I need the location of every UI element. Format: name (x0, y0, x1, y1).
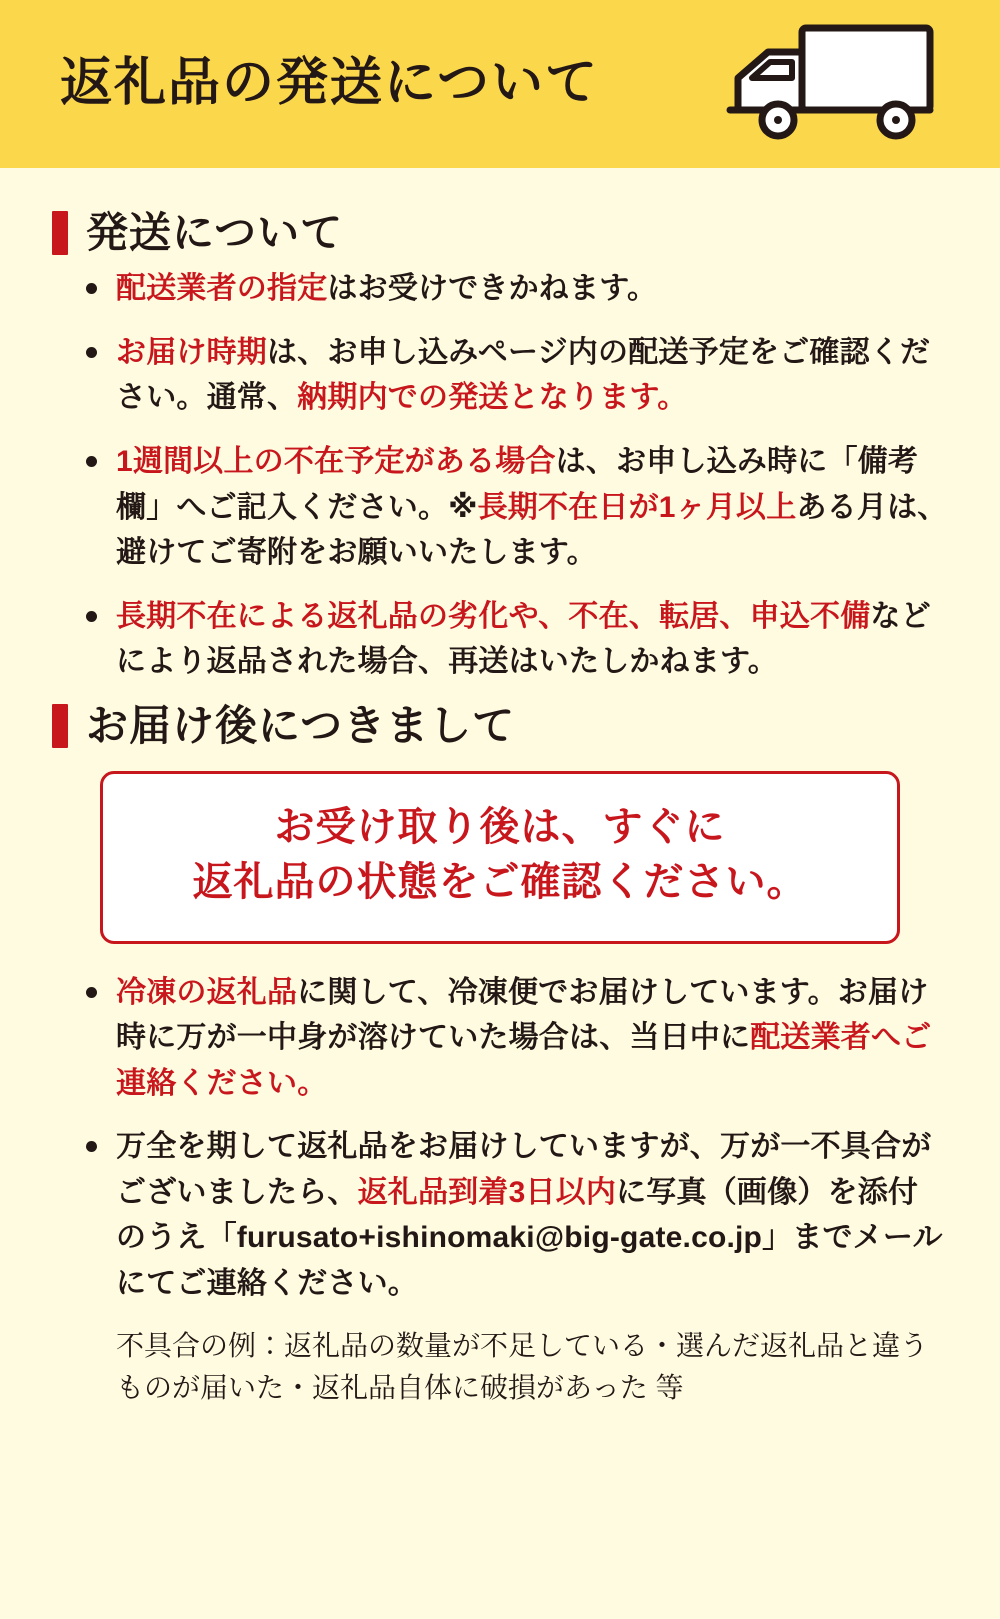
list-item (82, 970, 948, 1107)
bullet-text-emphasis: 冷凍の返礼品 (116, 975, 298, 1009)
notice-body (0, 168, 1000, 1409)
bullet-text-emphasis: 返礼品到着3日以内 (357, 1175, 617, 1209)
bullet-text: はお受けできかねます。 (327, 272, 658, 306)
section-bar-icon (52, 704, 68, 748)
bullet-text-emphasis: 配送業者へご連絡ください。 (116, 1021, 932, 1100)
callout-box (100, 771, 900, 943)
section-title: お届け後につきまして (86, 701, 516, 749)
shipping-bullet-list (52, 266, 948, 685)
bullet-text-emphasis: 長期不在による返礼品の劣化や、不在、転居、申込不備 (116, 599, 871, 633)
section-title: 発送について (86, 209, 344, 256)
after-delivery-bullet-list (52, 970, 948, 1307)
section-heading-shipping (52, 210, 948, 256)
page-title: 返礼品の発送について (60, 54, 599, 113)
bullet-text-emphasis: 長期不在日が1ヶ月以上 (477, 490, 797, 524)
bullet-text-emphasis: 1週間以上の不在予定がある場合 (116, 444, 556, 478)
page-header (0, 0, 1000, 168)
bullet-text: は、お申し込みページ内の配送予定をご確認ください。通常、 (116, 335, 931, 415)
bullet-text: は、お申し込み時に「備考欄」へご記入ください。※ (116, 444, 919, 524)
bullet-text-emphasis: 納期内での発送となります。 (297, 381, 688, 415)
bullet-text: に関して、冷凍便でお届けしています。お届け時に万が一中身が溶けていた場合は、当日中に (116, 975, 929, 1055)
bullet-text: ある月は、避けてご寄附をお願いいたします。 (116, 490, 948, 570)
callout-line-1: お受け取り後は、すぐに (274, 805, 726, 850)
list-item (82, 330, 948, 421)
bullet-text: などにより返品された場合、再送はいたしかねます。 (116, 599, 931, 679)
section-heading-after-delivery (52, 703, 948, 749)
list-item (82, 594, 948, 685)
callout-line-2: 返礼品の状態をご確認ください。 (192, 860, 808, 905)
bullet-text: 万全を期して返礼品をお届けしていますが、万が一不具合がございましたら、 (116, 1130, 932, 1209)
list-item (82, 439, 948, 576)
section-bar-icon (52, 211, 68, 255)
bullet-text-emphasis: お届け時期 (116, 335, 267, 369)
delivery-truck-icon (724, 22, 936, 151)
defect-example-note: 不具合の例：返礼品の数量が不足している・選んだ返礼品と違うものが届いた・返礼品自体に破損があった 等 (116, 1329, 929, 1403)
list-item (82, 1124, 948, 1306)
list-item (82, 266, 948, 312)
bullet-text-emphasis: 配送業者の指定 (116, 272, 328, 306)
bullet-text: に写真（画像）を添付のうえ「furusato+ishinomaki@big-gate.co.jp」までメールにてご連絡ください。 (116, 1175, 943, 1301)
